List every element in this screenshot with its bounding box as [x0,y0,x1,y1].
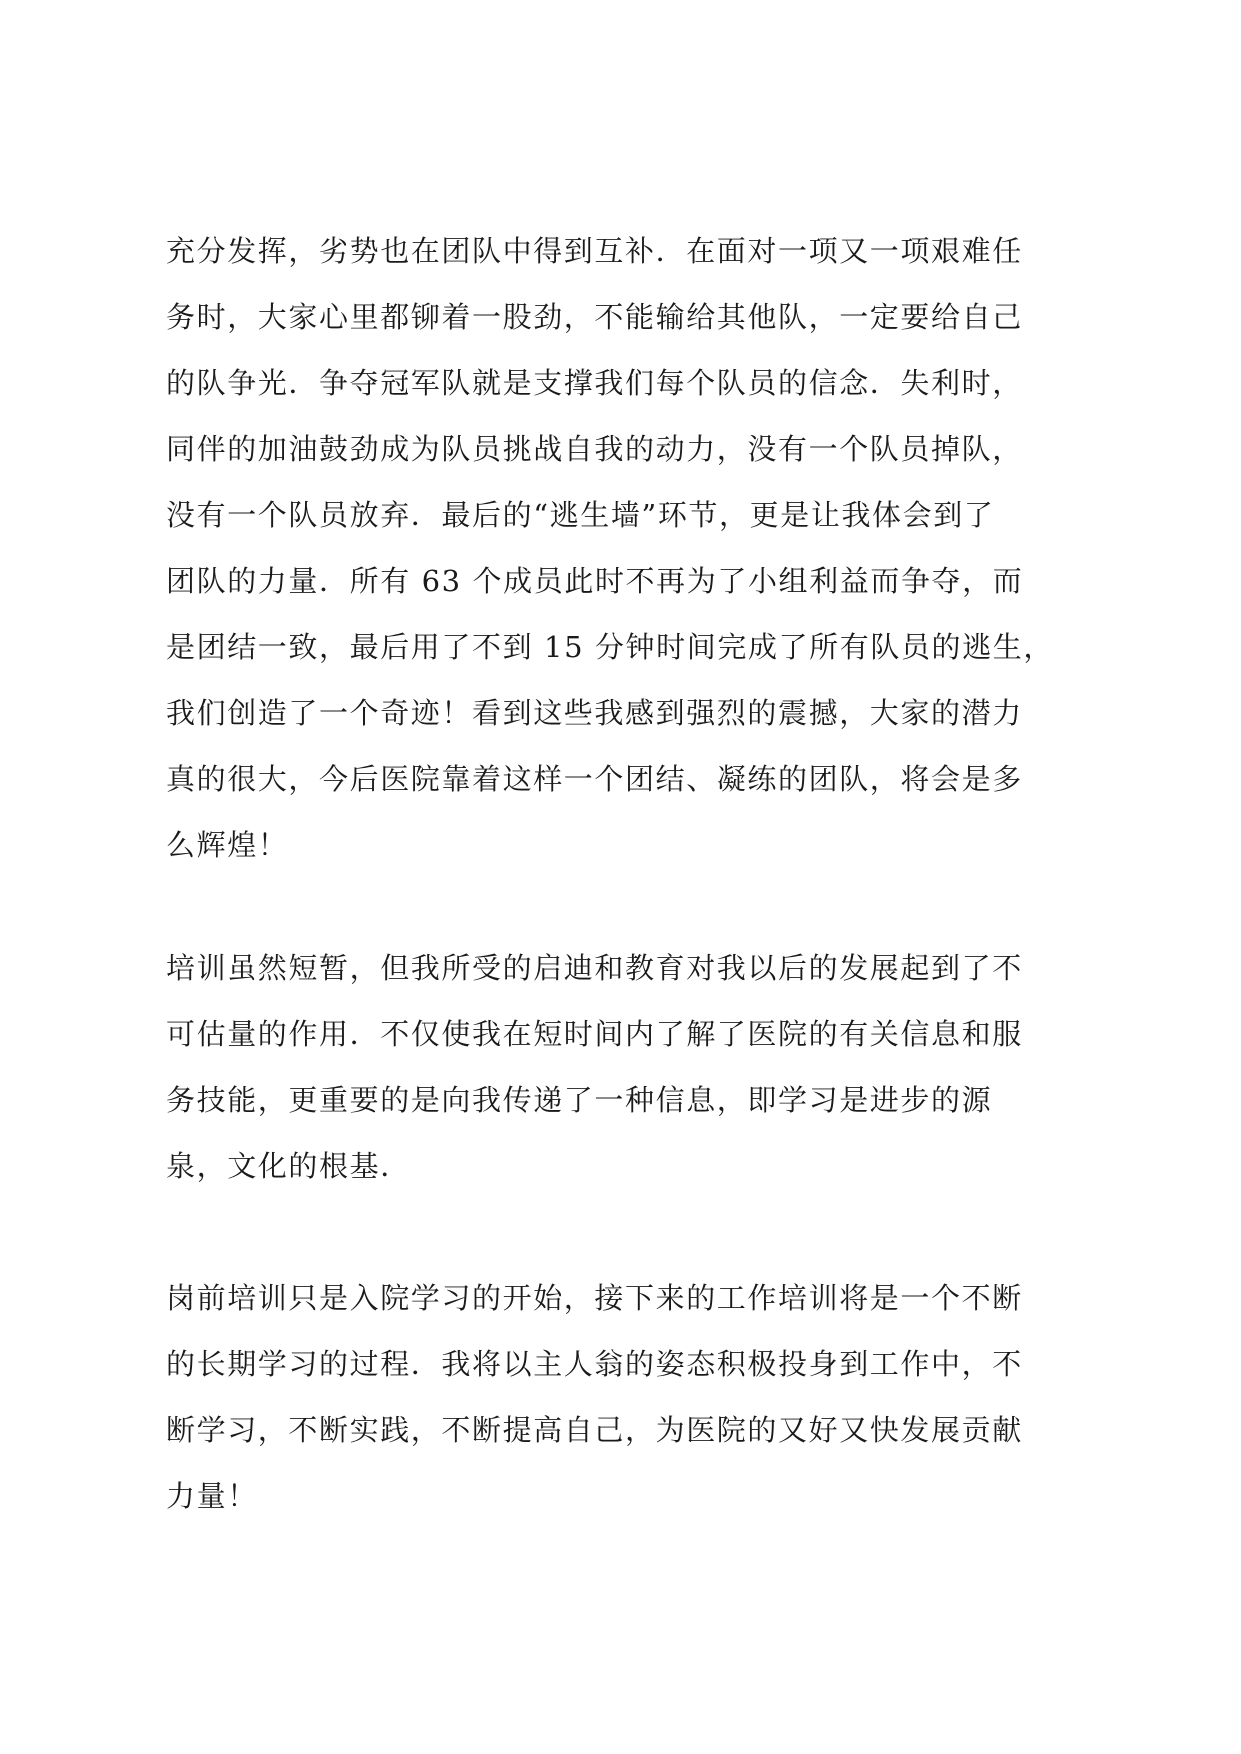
paragraph-line: 断学习，不断实践，不断提高自己，为医院的又好又快发展贡献 [166,1413,1023,1447]
paragraph-line: 么辉煌！ [166,828,289,862]
paragraph-line: 充分发挥，劣势也在团队中得到互补．在面对一项又一项艰难任 [166,234,1023,268]
paragraph-line: 培训虽然短暂，但我所受的启迪和教育对我以后的发展起到了不 [166,951,1023,985]
paragraph-line: 可估量的作用．不仅使我在短时间内了解了医院的有关信息和服 [166,1017,1023,1051]
paragraph-line: 泉，文化的根基． [166,1149,411,1183]
paragraph-line: 务时，大家心里都铆着一股劲，不能输给其他队，一定要给自己 [166,300,1023,334]
paragraph-line: 的队争光．争夺冠军队就是支撑我们每个队员的信念．失利时， [166,366,1023,400]
paragraph-line: 同伴的加油鼓劲成为队员挑战自我的动力，没有一个队员掉队， [166,432,1023,466]
paragraph-conclusion [166,1265,1096,1529]
paragraph-line: 团队的力量．所有 63 个成员此时不再为了小组利益而争夺，而 [166,564,1024,598]
paragraph-line: 没有一个队员放弃．最后的“逃生墙”环节，更是让我体会到了 [166,498,995,532]
paragraph-line: 的长期学习的过程．我将以主人翁的姿态积极投身到工作中，不 [166,1347,1023,1381]
paragraph-line: 务技能，更重要的是向我传递了一种信息，即学习是进步的源 [166,1083,993,1117]
paragraph-training-impact [166,935,1096,1199]
paragraph-team-building [166,218,1096,878]
paragraph-line: 岗前培训只是入院学习的开始，接下来的工作培训将是一个不断 [166,1281,1023,1315]
paragraph-line: 力量！ [166,1479,258,1513]
paragraph-line: 是团结一致，最后用了不到 15 分钟时间完成了所有队员的逃生， [166,630,1054,664]
paragraph-line: 我们创造了一个奇迹！看到这些我感到强烈的震撼，大家的潜力 [166,696,1023,730]
paragraph-line: 真的很大，今后医院靠着这样一个团结、凝练的团队，将会是多 [166,762,1023,796]
